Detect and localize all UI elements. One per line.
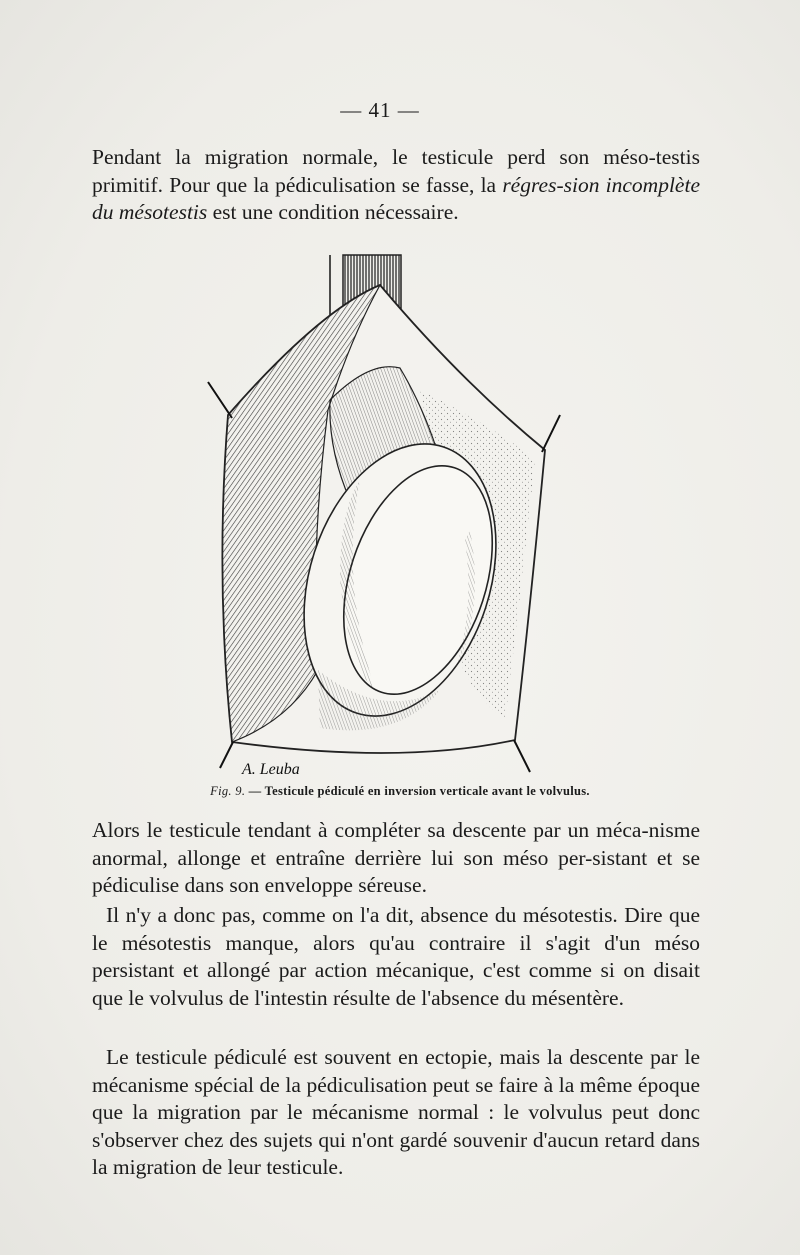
page-number: — 41 — [340, 98, 420, 122]
paragraph-intro [92, 144, 700, 227]
paragraph-intro-italic: régres-sion incomplète du mésotestis [92, 172, 700, 224]
paragraph-intro-text: Pendant la migration normale, le testicule perd son méso-testis primitif. Pour que la pédiculisation se fasse, la [92, 145, 700, 197]
figure-caption-text: — Testicule pédiculé en inversion verticale avant le volvulus. [245, 784, 590, 798]
figure-caption [0, 784, 800, 799]
paragraph-ectopia: Le testicule pédiculé est souvent en ectopie, mais la descente par le mécanisme spécial de la pédiculisation peut se faire à la même époque que la migration par le mécanisme normal : le volvulus peut donc s'observer chez des sujets qui n'ont gardé souvenir d'aucun retard dans la migration de leur testicule. [92, 1045, 700, 1179]
pin-top-right-shape [542, 415, 560, 452]
pin-top-left-shape [208, 382, 232, 418]
paragraph-absence: Il n'y a donc pas, comme on l'a dit, absence du mésotestis. Dire que le mésotestis manque, alors qu'au contraire il s'agit d'un méso persistant et allongé par action mécanique, c'est comme si on disait que le volvulus de l'intestin résulte de l'absence du mésentère. [92, 903, 700, 1010]
pin-bottom-right-shape [514, 740, 530, 772]
figure-label: Fig. 9. [210, 784, 246, 798]
anatomical-illustration [200, 250, 570, 780]
pin-bottom-left-shape [220, 742, 233, 768]
paragraph-intro-end: est une condition nécessaire. [207, 200, 459, 224]
artist-signature: A. Leuba [242, 761, 300, 778]
paragraph-mechanism: Alors le testicule tendant à compléter sa descente par un méca-nisme anormal, allonge et entraîne derrière lui son méso per-sistant et se pédiculise dans son enveloppe séreuse. [92, 818, 700, 897]
